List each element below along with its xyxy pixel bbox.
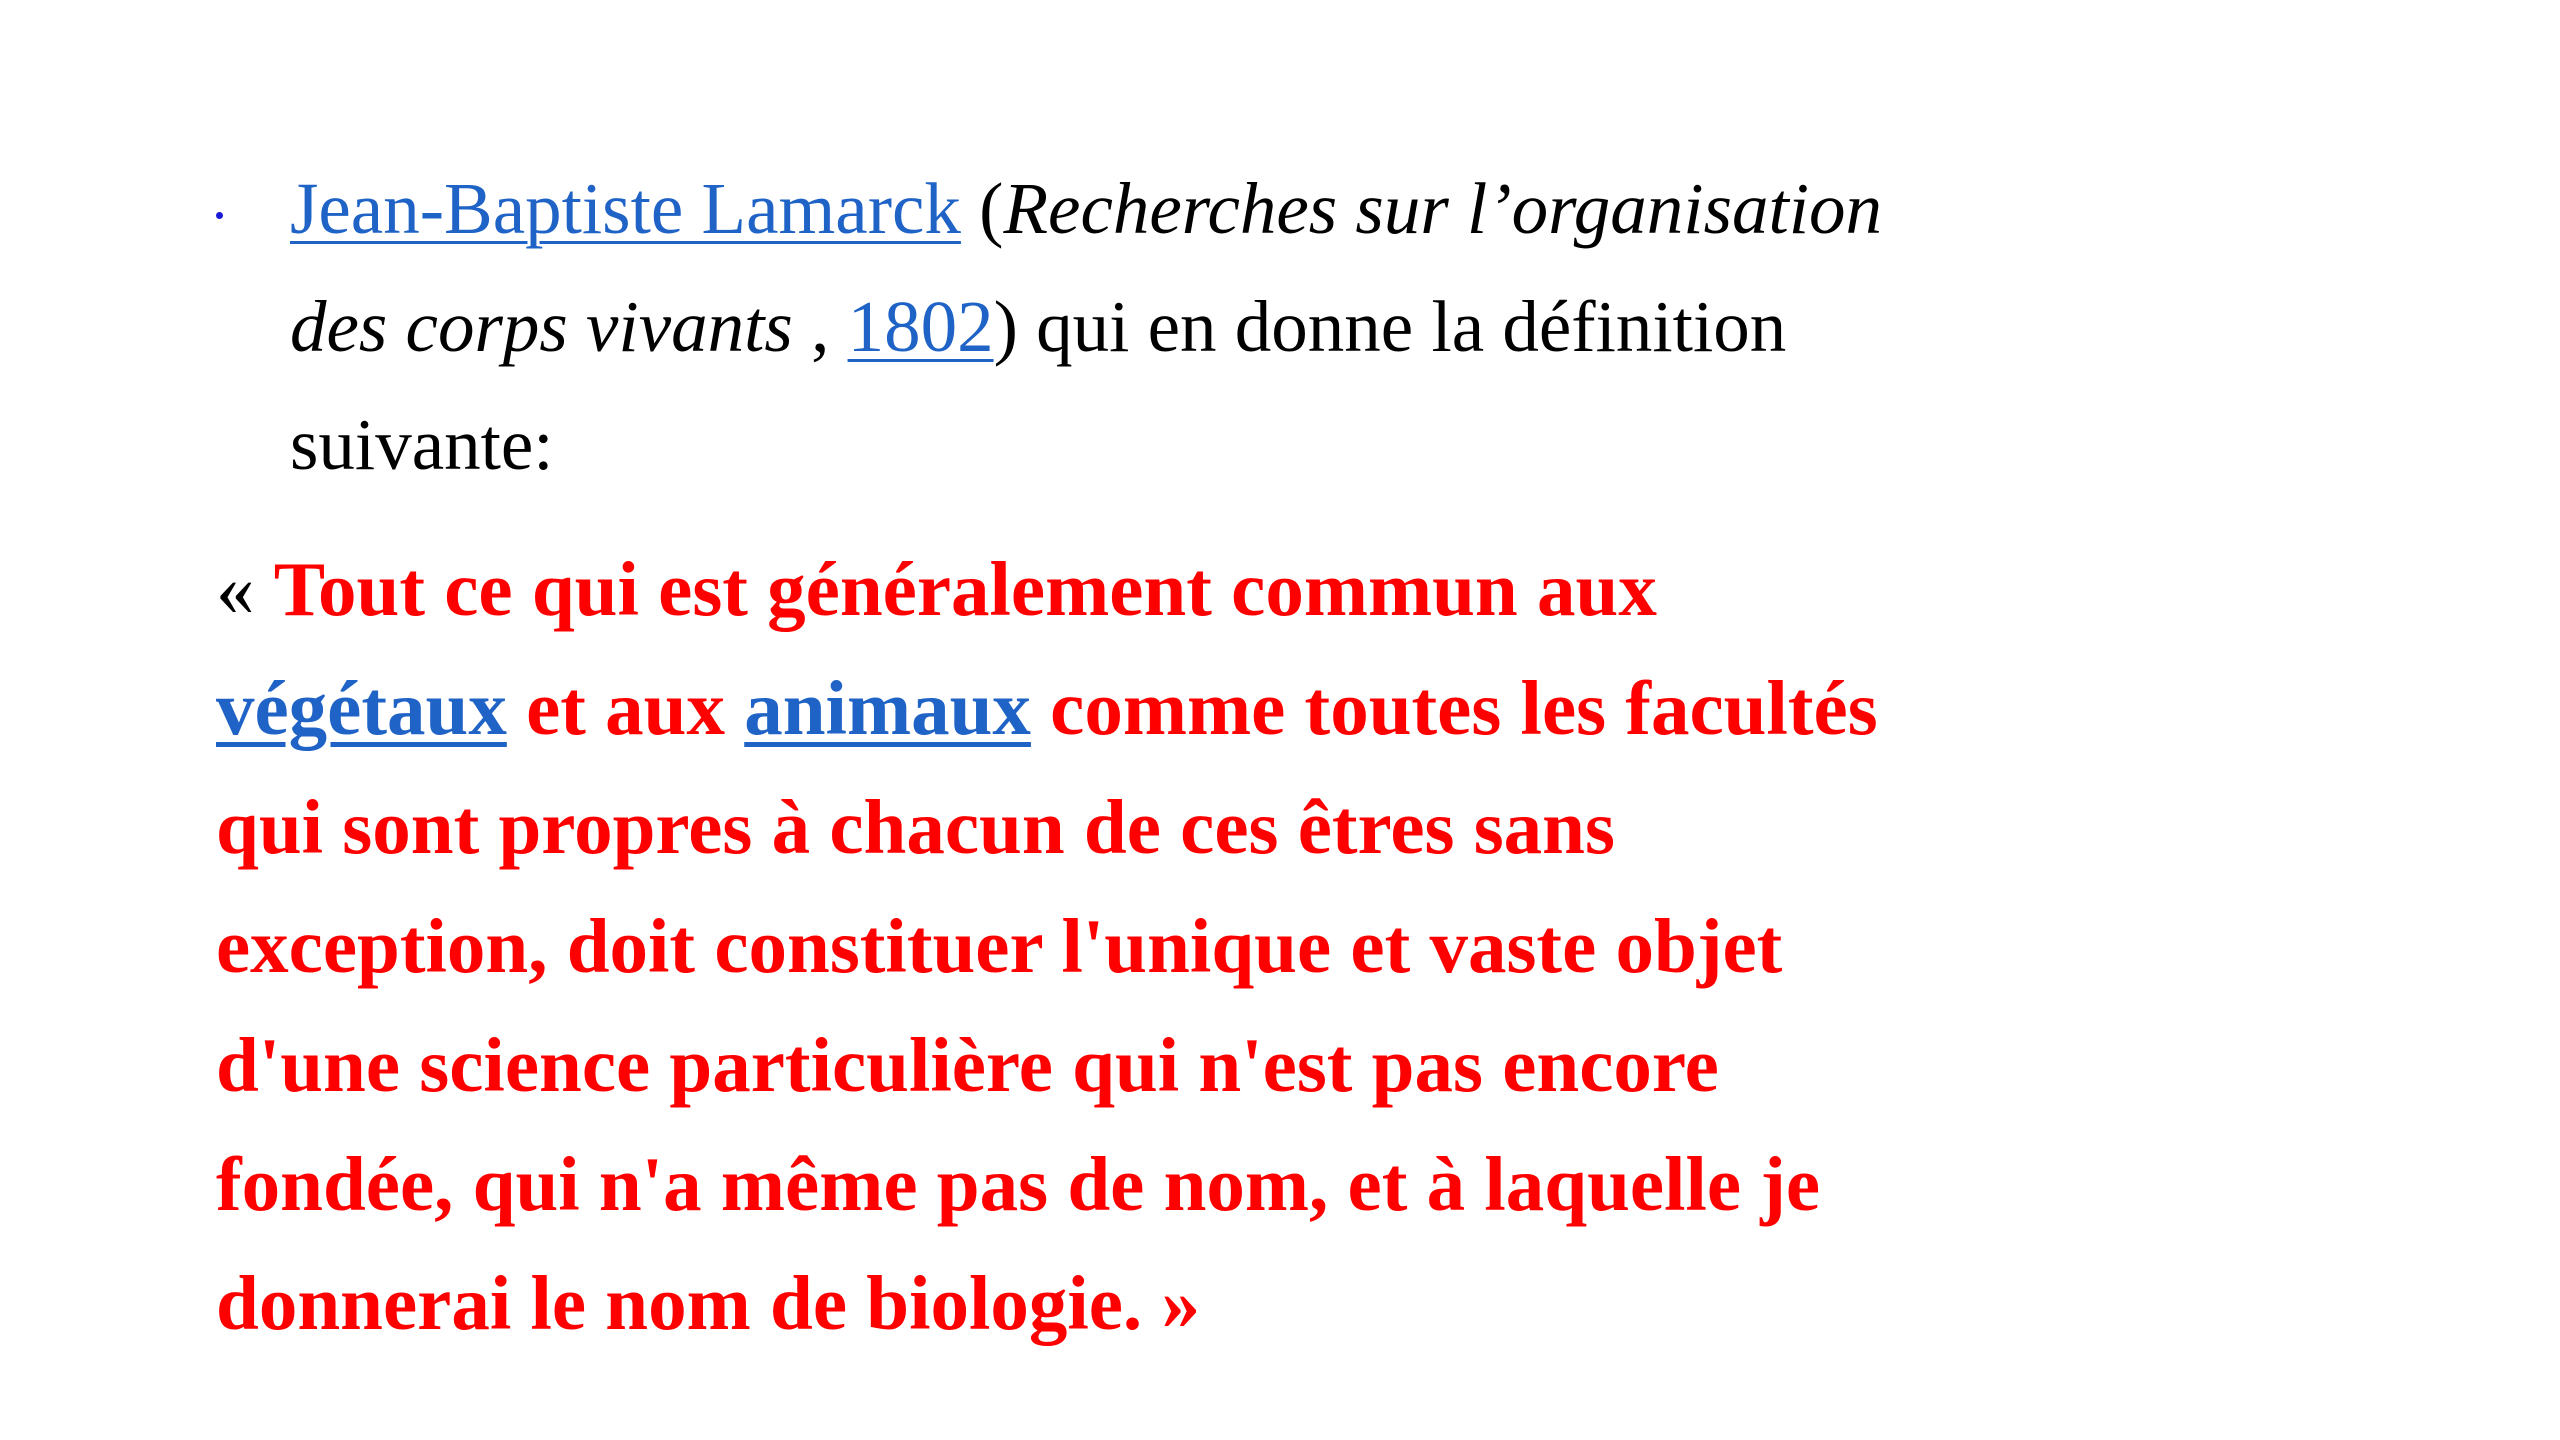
quote-paragraph xyxy=(216,530,1936,1363)
quote-open-mark: « xyxy=(216,546,274,632)
year-link[interactable]: 1802 xyxy=(847,286,994,367)
separator: , xyxy=(792,286,848,367)
vegetaux-link[interactable]: végétaux xyxy=(216,665,507,751)
book-title-part1: Recherches sur xyxy=(1003,168,1449,249)
bullet-item xyxy=(216,150,1936,504)
quote-text-part2: et aux xyxy=(506,665,745,751)
animaux-link[interactable]: animaux xyxy=(744,665,1031,751)
quote-text-part1: Tout ce qui est généralement commun aux xyxy=(273,546,1657,632)
author-link[interactable]: Jean-Baptiste Lamarck xyxy=(290,168,961,249)
bullet-text xyxy=(290,150,1936,504)
quote-text-part3: comme toutes les facultés qui sont propres à chacun de ces êtres sans exception, doit constituer l'unique et vaste objet d'une science particulière qui n'est pas encore fondée, qui n'a même pas de nom, et à laquelle je donnerai le nom de biologie. xyxy=(216,665,1878,1346)
quote-close-mark: » xyxy=(1142,1260,1200,1346)
definition-intro: ) qui en donne la définition suivante: xyxy=(290,286,1787,485)
bullet-dot-icon xyxy=(216,212,223,219)
book-title-part2: l’organisation des corps vivants xyxy=(290,168,1883,367)
open-paren: ( xyxy=(960,168,1004,249)
